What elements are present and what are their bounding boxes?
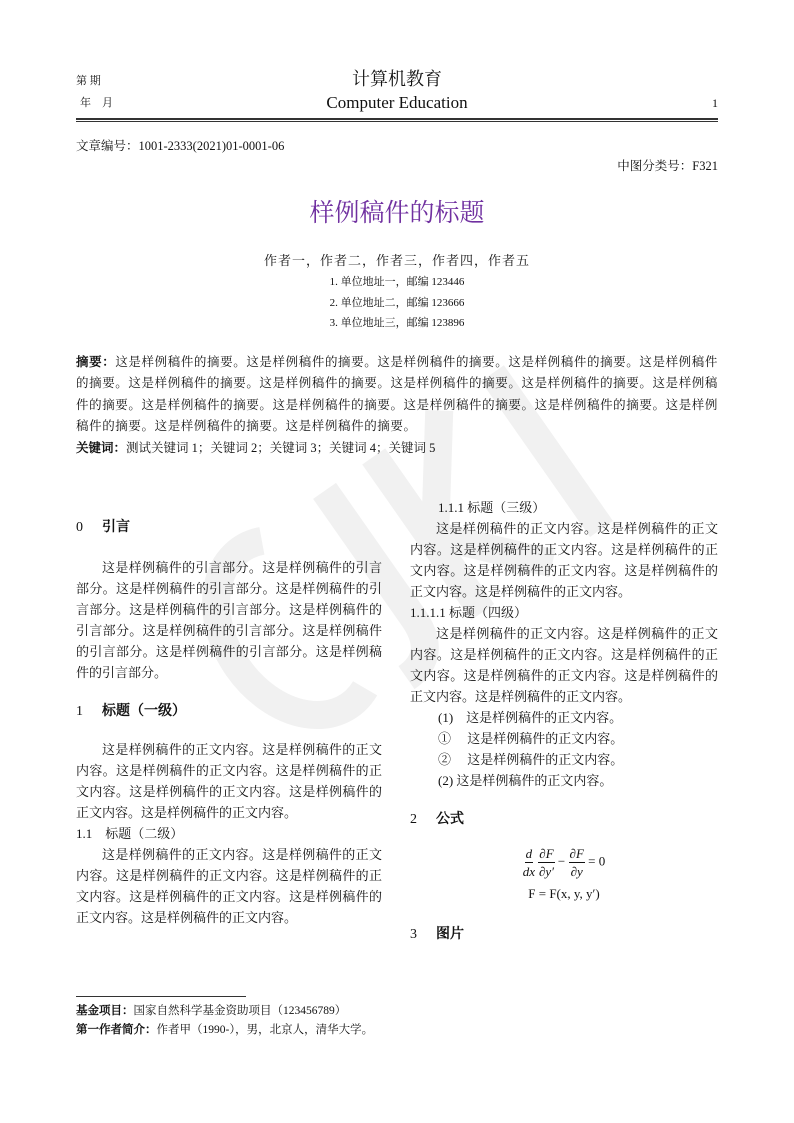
abstract [76,352,718,438]
list-item: (1) 这是样例稿件的正文内容。 [438,709,623,725]
keywords [76,438,718,459]
footnote-rule [76,996,246,997]
section-number: 2 [410,811,417,827]
running-header [76,68,718,114]
heading-1-1: 1.1 标题（二级） [76,825,184,841]
intro-paragraph: 这是样例稿件的引言部分。这是样例稿件的引言部分。这是样例稿件的引言部分。这是样例稿件的引言部分。这是样例稿件的引言部分。这是样例稿件的引言部分。这是样例稿件的引言部分。这是样例稿件的引言部分。这是样例稿件的引言部分。这是样例稿件的引言部分。 [76,559,382,680]
section-title: 图片 [436,926,464,942]
section-number: 3 [410,926,417,942]
section-title: 公式 [436,811,464,827]
footnote-funding [76,1002,718,1021]
journal-cn: 计算机教育 [351,69,442,90]
section-number: 0 [76,519,83,535]
body-columns [76,497,718,946]
list-item: ② 这是样例稿件的正文内容。 [438,751,624,767]
fraction-d-dx [523,845,535,880]
heading-1-1-1: 1.1.1 标题（三级） [438,499,546,515]
footnote-label: 第一作者简介： [76,1023,157,1036]
clc-number: 中图分类号：F321 [617,159,718,173]
journal-en: Computer Education [326,93,468,112]
keywords-text: 测试关键词 1；关键词 2；关键词 3；关键词 4；关键词 5 [126,440,436,455]
minus-sign: − [557,852,566,868]
header-rule-thin [76,121,718,122]
footnotes [76,996,718,1040]
section-number: 1 [76,703,83,719]
footnote-label: 基金项目： [76,1004,134,1017]
article-number: 文章编号：1001-2333(2021)01-0001-06 [76,139,285,153]
denominator: ∂y′ [538,863,554,879]
affiliation: 2. 单位地址二，邮编 123666 [329,296,465,309]
journal-name-block [326,68,467,114]
issue-date-block [76,70,326,114]
footnote-text: 作者甲（1990-），男，北京人，清华大学。 [156,1023,374,1036]
section-title: 标题（一级） [102,703,186,719]
heading-intro [76,517,382,539]
formula-1 [410,845,718,880]
denominator: dx [522,863,536,879]
section-title: 引言 [102,519,130,535]
authors: 作者一，作者二，作者三，作者四，作者五 [263,253,530,268]
footnote-text: 国家自然科学基金资助项目（123456789） [133,1004,347,1017]
section-1-1-paragraph: 这是样例稿件的正文内容。这是样例稿件的正文内容。这是样例稿件的正文内容。这是样例稿件的正文内容。这是样例稿件的正文内容。这是样例稿件的正文内容。这是样例稿件的正文内容。 [76,846,382,925]
affiliations [76,272,718,334]
section-1-1-1-paragraph: 这是样例稿件的正文内容。这是样例稿件的正文内容。这是样例稿件的正文内容。这是样例稿件的正文内容。这是样例稿件的正文内容。这是样例稿件的正文内容。这是样例稿件的正文内容。 [410,520,718,599]
numerator: ∂F [569,845,584,861]
list-item: (2) 这是样例稿件的正文内容。 [438,772,613,788]
formula-2: F = F(x, y, y′) [528,885,600,901]
abstract-label: 摘要： [76,354,116,369]
equals-zero: = 0 [588,852,606,868]
denominator: ∂y [570,863,583,879]
numerator: ∂F [539,845,554,861]
page-number: 1 [712,96,718,110]
list-item: ① 这是样例稿件的正文内容。 [438,730,624,746]
section-1-1-1-1-paragraph: 这是样例稿件的正文内容。这是样例稿件的正文内容。这是样例稿件的正文内容。这是样例稿件的正文内容。这是样例稿件的正文内容。这是样例稿件的正文内容。这是样例稿件的正文内容。 [410,625,718,704]
section-1-paragraph: 这是样例稿件的正文内容。这是样例稿件的正文内容。这是样例稿件的正文内容。这是样例稿件的正文内容。这是样例稿件的正文内容。这是样例稿件的正文内容。这是样例稿件的正文内容。 [76,741,382,820]
heading-1 [76,701,382,723]
right-column [410,497,718,946]
paper-title: 样例稿件的标题 [309,198,485,227]
numerator: d [525,845,533,861]
affiliation: 1. 单位地址一，邮编 123446 [329,276,465,288]
heading-1-1-1-1: 1.1.1.1 标题（四级） [410,604,528,620]
fraction-dF-dy [569,845,585,880]
heading-2 [410,809,718,831]
left-column [76,497,382,946]
fraction-dF-dyp [538,845,554,880]
header-rule-thick [76,118,718,120]
footnote-author [76,1021,718,1040]
date-label: 年 月 [80,97,113,109]
heading-3 [410,924,718,946]
issue-label: 第 期 [76,75,101,87]
affiliation: 3. 单位地址三，邮编 123896 [329,317,465,329]
abstract-text: 这是样例稿件的摘要。这是样例稿件的摘要。这是样例稿件的摘要。这是样例稿件的摘要。这是样例稿件的摘要。这是样例稿件的摘要。这是样例稿件的摘要。这是样例稿件的摘要。这是样例稿件的摘要。这是样例稿件的摘要。这是样例稿件的摘要。这是样例稿件的摘要。这是样例稿件的摘要。这是样例稿件的摘要。这是样例稿件的摘要。这是样例稿件的摘要。这是样例稿件的摘要。 [76,354,718,433]
keywords-label: 关键词： [76,440,127,455]
